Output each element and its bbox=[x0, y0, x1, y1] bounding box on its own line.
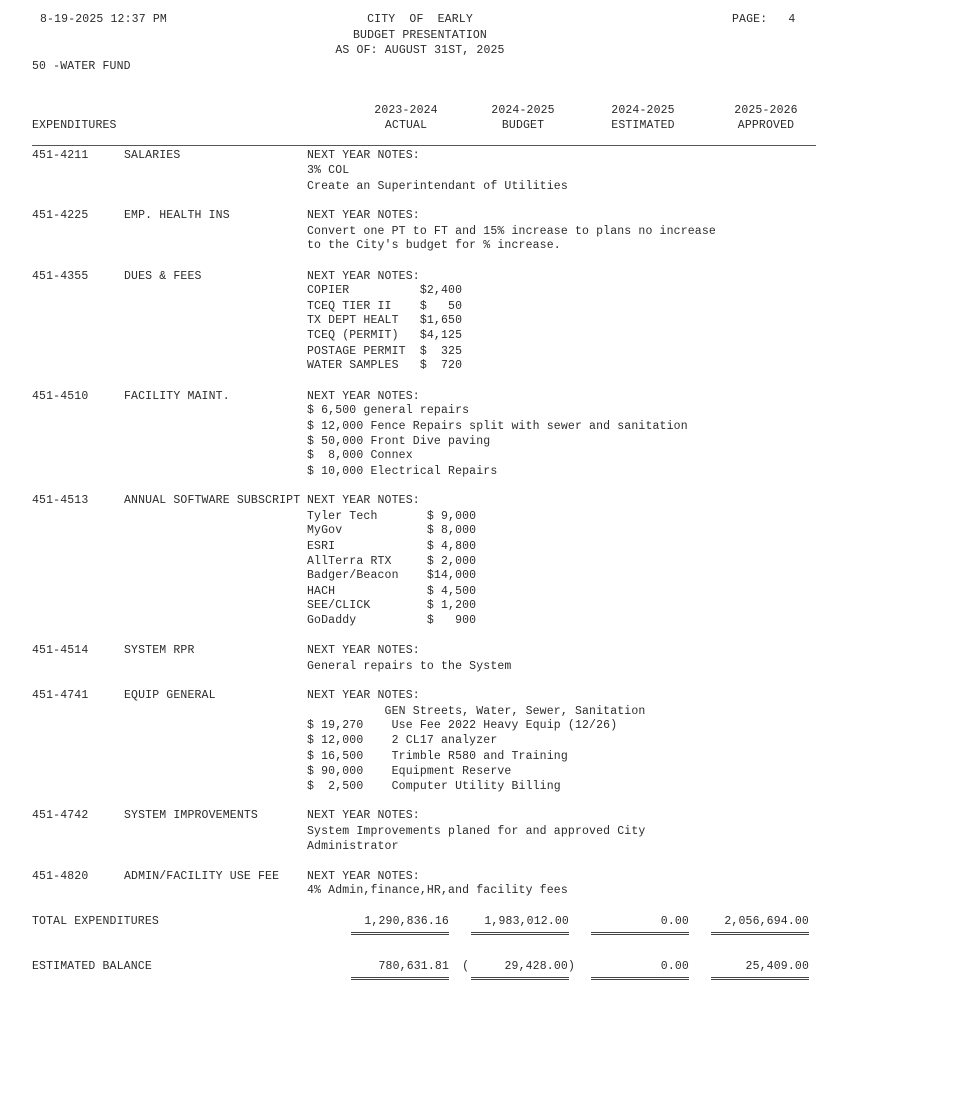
total-expenditures-budget: 1,983,012.00 bbox=[484, 915, 569, 928]
account-name: SYSTEM RPR bbox=[124, 644, 195, 657]
note-line: Administrator bbox=[307, 840, 399, 853]
account-number: 451-4742 bbox=[32, 809, 89, 822]
note-line: $ 8,000 Connex bbox=[307, 449, 413, 462]
double-underline bbox=[591, 932, 689, 935]
note-line: NEXT YEAR NOTES: bbox=[307, 494, 420, 507]
double-underline bbox=[471, 977, 569, 980]
total-expenditures-actual: 1,290,836.16 bbox=[364, 915, 449, 928]
header-divider bbox=[32, 145, 816, 146]
note-line: $ 10,000 Electrical Repairs bbox=[307, 465, 498, 478]
col-estimated-year: 2024-2025 bbox=[611, 104, 675, 117]
col-actual-label: ACTUAL bbox=[384, 119, 428, 132]
col-estimated-label: ESTIMATED bbox=[611, 119, 675, 132]
account-name: EMP. HEALTH INS bbox=[124, 209, 230, 222]
note-line: Convert one PT to FT and 15% increase to plans no increase bbox=[307, 225, 716, 238]
page-number: PAGE: 4 bbox=[732, 13, 796, 26]
account-number: 451-4211 bbox=[32, 149, 89, 162]
double-underline bbox=[351, 932, 449, 935]
note-line: GEN Streets, Water, Sewer, Sanitation bbox=[307, 705, 646, 718]
account-number: 451-4820 bbox=[32, 870, 89, 883]
double-underline bbox=[711, 977, 809, 980]
estimated-balance-label: ESTIMATED BALANCE bbox=[32, 960, 152, 973]
account-number: 451-4741 bbox=[32, 689, 89, 702]
note-line: $ 16,500 Trimble R580 and Training bbox=[307, 750, 568, 763]
note-line: NEXT YEAR NOTES: bbox=[307, 209, 420, 222]
note-line: AllTerra RTX $ 2,000 bbox=[307, 555, 477, 568]
note-line: Tyler Tech $ 9,000 bbox=[307, 510, 477, 523]
note-line: NEXT YEAR NOTES: bbox=[307, 870, 420, 883]
note-line: MyGov $ 8,000 bbox=[307, 524, 477, 537]
col-actual-year: 2023-2024 bbox=[374, 104, 438, 117]
account-name: ANNUAL SOFTWARE SUBSCRIPT bbox=[124, 494, 301, 507]
note-line: to the City's budget for % increase. bbox=[307, 239, 561, 252]
note-line: $ 12,000 Fence Repairs split with sewer and sanitation bbox=[307, 420, 688, 433]
note-line: POSTAGE PERMIT $ 325 bbox=[307, 345, 463, 358]
note-line: NEXT YEAR NOTES: bbox=[307, 149, 420, 162]
note-line: ESRI $ 4,800 bbox=[307, 540, 477, 553]
report-as-of-date: AS OF: AUGUST 31ST, 2025 bbox=[335, 44, 505, 57]
note-line: $ 19,270 Use Fee 2022 Heavy Equip (12/26) bbox=[307, 719, 618, 732]
note-line: NEXT YEAR NOTES: bbox=[307, 809, 420, 822]
col-budget-label: BUDGET bbox=[501, 119, 545, 132]
account-number: 451-4510 bbox=[32, 390, 89, 403]
note-line: $ 6,500 general repairs bbox=[307, 404, 470, 417]
account-name: SALARIES bbox=[124, 149, 181, 162]
estimated-balance-estimated: 0.00 bbox=[660, 960, 689, 973]
total-expenditures-estimated: 0.00 bbox=[660, 915, 689, 928]
note-line: TCEQ TIER II $ 50 bbox=[307, 300, 463, 313]
section-label: EXPENDITURES bbox=[32, 119, 117, 132]
report-title: BUDGET PRESENTATION bbox=[353, 29, 487, 42]
note-line: COPIER $2,400 bbox=[307, 284, 463, 297]
account-name: DUES & FEES bbox=[124, 270, 202, 283]
double-underline bbox=[711, 932, 809, 935]
account-name: EQUIP GENERAL bbox=[124, 689, 216, 702]
account-number: 451-4513 bbox=[32, 494, 89, 507]
note-line: $ 50,000 Front Dive paving bbox=[307, 435, 491, 448]
double-underline bbox=[591, 977, 689, 980]
estimated-balance-budget: ( 29,428.00) bbox=[462, 960, 575, 973]
note-line: Badger/Beacon $14,000 bbox=[307, 569, 477, 582]
double-underline bbox=[471, 932, 569, 935]
note-line: 4% Admin,finance,HR,and facility fees bbox=[307, 884, 568, 897]
estimated-balance-approved: 25,409.00 bbox=[745, 960, 809, 973]
col-budget-year: 2024-2025 bbox=[491, 104, 555, 117]
note-line: NEXT YEAR NOTES: bbox=[307, 689, 420, 702]
fund-name: 50 -WATER FUND bbox=[32, 60, 131, 73]
note-line: GoDaddy $ 900 bbox=[307, 614, 477, 627]
note-line: $ 2,500 Computer Utility Billing bbox=[307, 780, 561, 793]
report-datetime: 8-19-2025 12:37 PM bbox=[40, 13, 167, 26]
note-line: TX DEPT HEALT $1,650 bbox=[307, 314, 463, 327]
note-line: Create an Superintendant of Utilities bbox=[307, 180, 568, 193]
double-underline bbox=[351, 977, 449, 980]
account-name: FACILITY MAINT. bbox=[124, 390, 230, 403]
account-name: SYSTEM IMPROVEMENTS bbox=[124, 809, 258, 822]
account-number: 451-4514 bbox=[32, 644, 89, 657]
estimated-balance-actual: 780,631.81 bbox=[378, 960, 449, 973]
account-number: 451-4225 bbox=[32, 209, 89, 222]
note-line: NEXT YEAR NOTES: bbox=[307, 644, 420, 657]
note-line: WATER SAMPLES $ 720 bbox=[307, 359, 463, 372]
account-number: 451-4355 bbox=[32, 270, 89, 283]
note-line: NEXT YEAR NOTES: bbox=[307, 390, 420, 403]
report-city-title: CITY OF EARLY bbox=[367, 13, 473, 26]
note-line: $ 12,000 2 CL17 analyzer bbox=[307, 734, 498, 747]
col-approved-year: 2025-2026 bbox=[734, 104, 798, 117]
total-expenditures-label: TOTAL EXPENDITURES bbox=[32, 915, 159, 928]
account-name: ADMIN/FACILITY USE FEE bbox=[124, 870, 280, 883]
note-line: NEXT YEAR NOTES: bbox=[307, 270, 420, 283]
note-line: SEE/CLICK $ 1,200 bbox=[307, 599, 477, 612]
note-line: TCEQ (PERMIT) $4,125 bbox=[307, 329, 463, 342]
total-expenditures-approved: 2,056,694.00 bbox=[724, 915, 809, 928]
note-line: HACH $ 4,500 bbox=[307, 585, 477, 598]
note-line: 3% COL bbox=[307, 164, 350, 177]
note-line: $ 90,000 Equipment Reserve bbox=[307, 765, 512, 778]
note-line: General repairs to the System bbox=[307, 660, 512, 673]
note-line: System Improvements planed for and approved City bbox=[307, 825, 646, 838]
col-approved-label: APPROVED bbox=[737, 119, 795, 132]
